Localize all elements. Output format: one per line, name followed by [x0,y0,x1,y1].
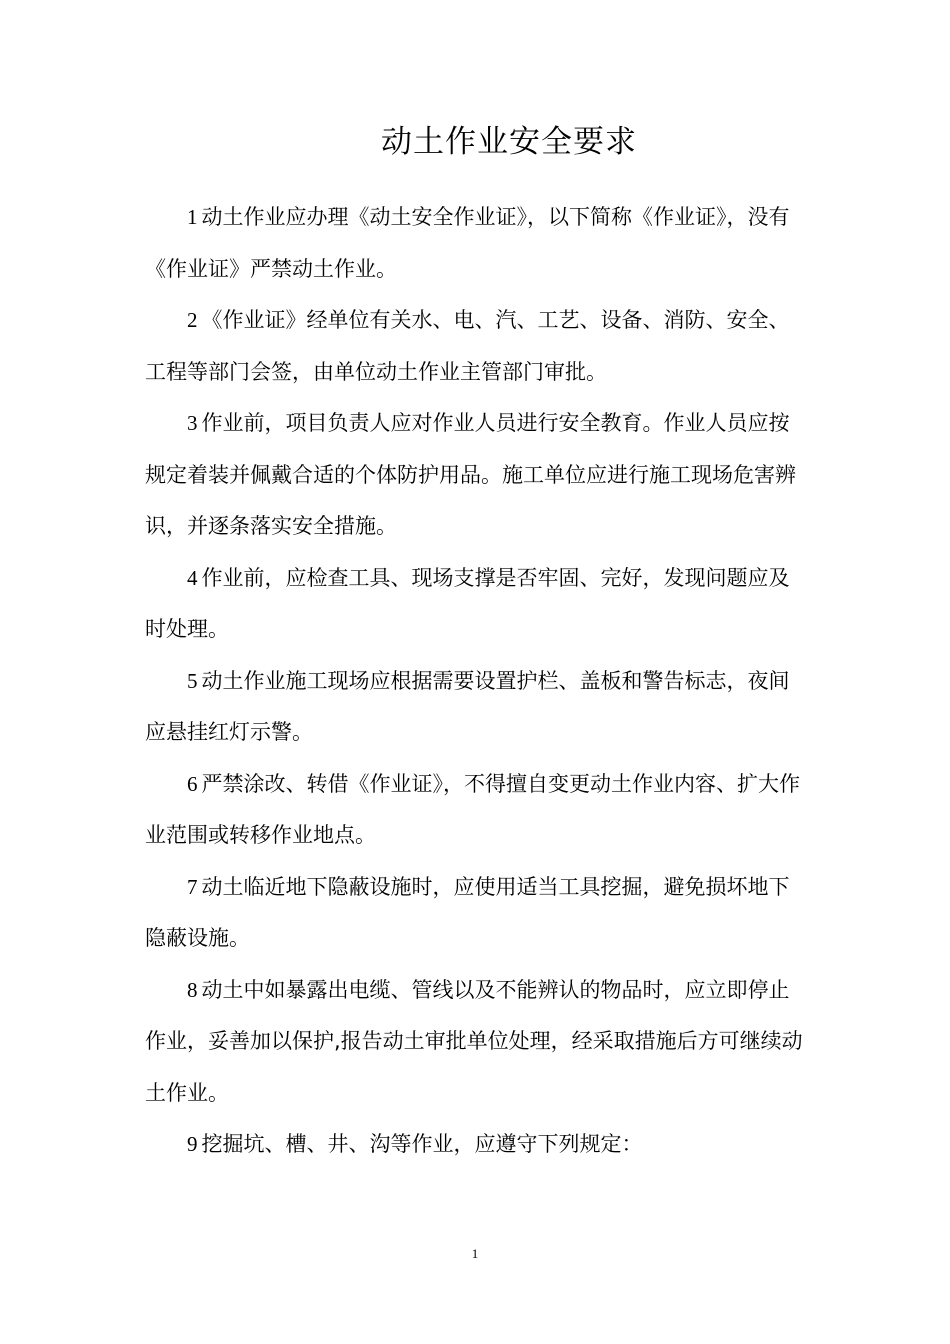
paragraph-text: 严禁涂改、转借《作业证》，不得擅自变更动土作业内容、扩大作业范围或转移作业地点。 [145,771,800,847]
paragraph-text: 动土中如暴露出电缆、管线以及不能辨认的物品时，应立即停止作业，妥善加以保护,报告动土审批单位处理，经采取措施后方可继续动土作业。 [145,977,803,1105]
paragraph-4 [145,553,805,656]
paragraph-text: 作业前，应检查工具、现场支撑是否牢固、完好，发现问题应及时处理。 [145,565,790,641]
paragraph-text: 动土作业应办理《动土安全作业证》，以下简称《作业证》，没有《作业证》严禁动土作业。 [145,205,790,281]
paragraph-text: 《作业证》经单位有关水、电、汽、工艺、设备、消防、安全、工程等部门会签，由单位动土作业主管部门审批。 [145,308,790,384]
paragraph-text: 动土作业施工现场应根据需要设置护栏、盖板和警告标志，夜间应悬挂红灯示警。 [145,668,790,744]
paragraph-5 [145,656,805,759]
paragraph-text: 动土临近地下隐蔽设施时，应使用适当工具挖掘，避免损坏地下隐蔽设施。 [145,874,790,950]
paragraph-number: 6 [187,771,198,796]
paragraph-number: 4 [187,565,198,590]
paragraph-8 [145,965,805,1120]
paragraph-9 [145,1119,805,1171]
page-number: 1 [471,1246,479,1261]
paragraph-1 [145,192,805,295]
paragraph-text: 作业前，项目负责人应对作业人员进行安全教育。作业人员应按规定着装并佩戴合适的个体防护用品。施工单位应进行施工现场危害辨识，并逐条落实安全措施。 [145,411,796,538]
paragraph-7 [145,862,805,965]
paragraph-2 [145,295,805,398]
paragraph-number: 3 [187,411,198,435]
paragraph-3 [145,398,805,553]
paragraph-number: 8 [187,977,198,1002]
paragraph-number: 5 [187,668,198,693]
paragraph-number: 9 [187,1132,198,1156]
document-title: 动土作业安全要求 [381,124,637,160]
paragraph-6 [145,759,805,862]
paragraph-text: 挖掘坑、槽、井、沟等作业，应遵守下列规定： [201,1132,643,1156]
paragraph-number: 2 [187,308,198,332]
paragraph-number: 1 [187,205,198,229]
document-body [145,192,805,1171]
paragraph-number: 7 [187,874,198,899]
